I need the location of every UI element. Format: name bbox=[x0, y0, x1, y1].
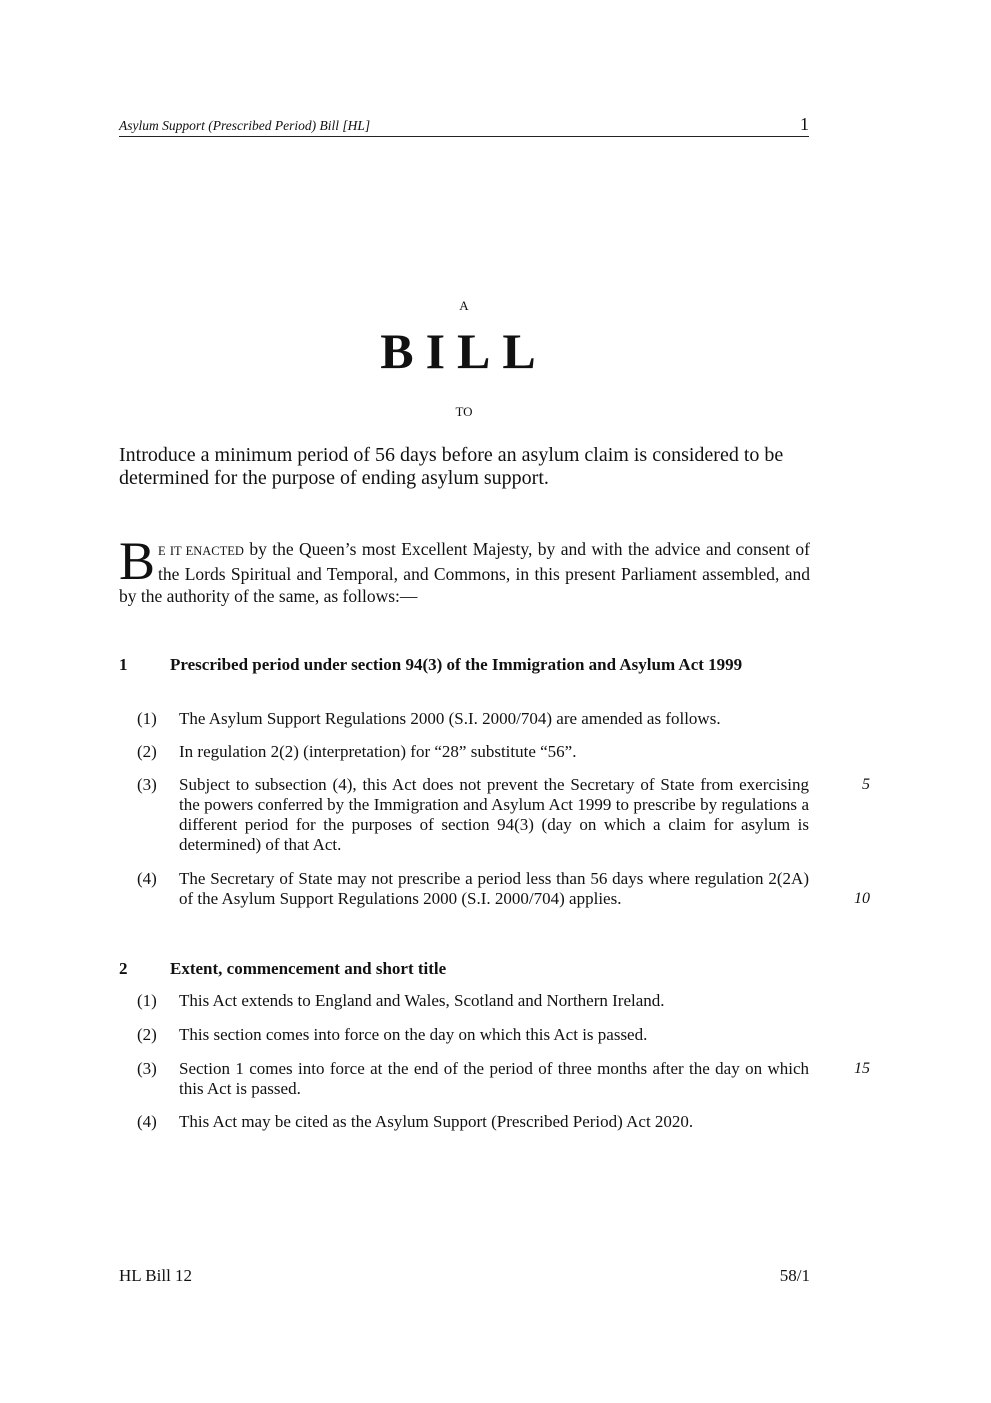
enacting-formula bbox=[119, 531, 810, 608]
subsection-number: (2) bbox=[137, 1025, 157, 1044]
page-number: 1 bbox=[800, 114, 809, 134]
long-title: Introduce a minimum period of 56 days before an asylum claim is considered to be determined for the purpose of ending asylum support. bbox=[119, 444, 784, 489]
section-number: 1 bbox=[119, 655, 128, 674]
line-number: 10 bbox=[854, 890, 870, 907]
subsection-number: (3) bbox=[137, 775, 157, 794]
subsection-number: (1) bbox=[137, 991, 157, 1010]
dropcap: B bbox=[119, 531, 156, 591]
running-title: Asylum Support (Prescribed Period) Bill [HL] bbox=[119, 118, 371, 133]
section-heading bbox=[119, 655, 799, 695]
section-title: Extent, commencement and short title bbox=[170, 959, 447, 978]
section-heading bbox=[119, 959, 799, 979]
line-number: 15 bbox=[854, 1060, 870, 1077]
subsection-text: Section 1 comes into force at the end of the period of three months after the day on which this Act is passed. bbox=[179, 1059, 809, 1098]
a-label: A bbox=[459, 298, 469, 313]
subsection-text: This Act may be cited as the Asylum Support (Prescribed Period) Act 2020. bbox=[179, 1112, 694, 1131]
subsection-number: (2) bbox=[137, 742, 157, 761]
enacting-smallcaps: E IT ENACTED bbox=[158, 544, 244, 558]
running-header bbox=[119, 116, 809, 137]
subsection-text: In regulation 2(2) (interpretation) for “28” substitute “56”. bbox=[179, 742, 577, 761]
subsection-text: The Asylum Support Regulations 2000 (S.I. 2000/704) are amended as follows. bbox=[179, 709, 721, 728]
section-title: Prescribed period under section 94(3) of the Immigration and Asylum Act 1999 bbox=[170, 655, 743, 674]
bill-title: BILL bbox=[380, 323, 548, 379]
print-reference: 58/1 bbox=[779, 1266, 810, 1285]
section-number: 2 bbox=[119, 959, 128, 978]
subsection-text: Subject to subsection (4), this Act does not prevent the Secretary of State from exercising the powers conferred by the Immigration and Asylum Act 1999 to prescribe by regulations a different period for the purposes of section 94(3) (day on which a claim for asylum is determined) of that Act. bbox=[179, 775, 809, 854]
to-label: TO bbox=[455, 404, 473, 419]
subsection-text: This Act extends to England and Wales, Scotland and Northern Ireland. bbox=[179, 991, 665, 1010]
subsection-text: This section comes into force on the day on which this Act is passed. bbox=[179, 1025, 648, 1044]
subsection-number: (1) bbox=[137, 709, 157, 728]
line-number: 5 bbox=[862, 776, 870, 793]
subsection-number: (3) bbox=[137, 1059, 157, 1078]
enacting-text: by the Queen’s most Excellent Majesty, by and with the advice and consent of the Lords Spiritual and Temporal, and Commons, in this present Parliament assembled, and by the authority of the same, as follows:— bbox=[119, 539, 810, 606]
bill-reference: HL Bill 12 bbox=[119, 1266, 193, 1285]
subsection-number: (4) bbox=[137, 1112, 157, 1131]
subsection-text: The Secretary of State may not prescribe a period less than 56 days where regulation 2(2A) of the Asylum Support Regulations 2000 (S.I. 2000/704) applies. bbox=[179, 869, 809, 908]
subsection-number: (4) bbox=[137, 869, 157, 888]
